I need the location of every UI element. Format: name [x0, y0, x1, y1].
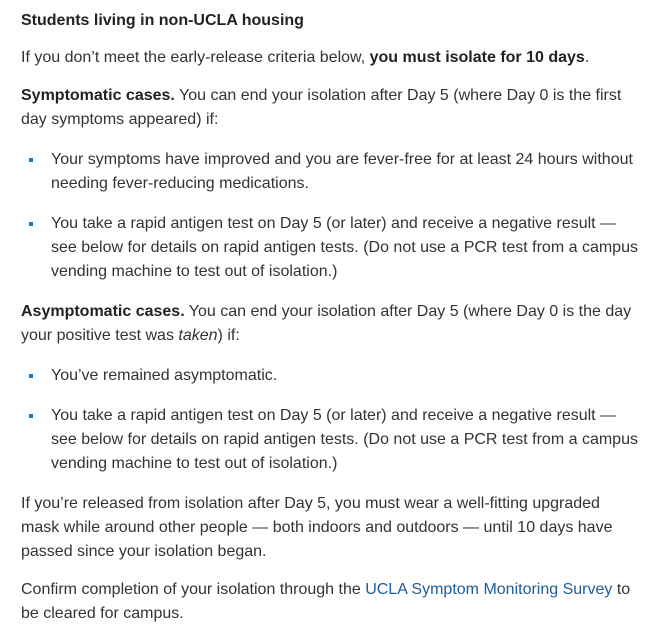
symptomatic-label: Symptomatic cases.: [21, 87, 175, 104]
list-item: [29, 212, 638, 284]
list-item: [29, 404, 638, 476]
symptomatic-paragraph: [21, 84, 638, 132]
bullet-icon: [29, 222, 33, 226]
released-paragraph: If you’re released from isolation after Day 5, you must wear a well-fitting upgraded mask while around other people — both indoors and outdoors — until 10 days have passed since your isolation began.: [21, 495, 613, 560]
section-heading: Students living in non-UCLA housing: [21, 12, 304, 29]
list-item-text: You’ve remained asymptomatic.: [51, 367, 278, 384]
asymptomatic-list: [21, 364, 638, 476]
asymptomatic-text: You can end your isolation after Day 5 (where Day 0 is the day your positive test was: [21, 303, 632, 344]
asymptomatic-italic: taken: [178, 327, 218, 344]
confirm-paragraph: [21, 578, 638, 626]
symptomatic-list: [21, 148, 638, 284]
list-item: [29, 148, 638, 196]
bullet-icon: [29, 158, 33, 162]
intro-paragraph: [21, 46, 638, 70]
intro-text: If you don’t meet the early-release criteria below,: [21, 49, 370, 66]
intro-end: .: [584, 49, 590, 66]
list-item: [29, 364, 638, 388]
symptom-survey-link[interactable]: UCLA Symptom Monitoring Survey: [365, 581, 613, 598]
bullet-icon: [29, 374, 33, 378]
confirm-text: Confirm completion of your isolation through the: [21, 581, 366, 598]
bullet-icon: [29, 414, 33, 418]
list-item-text: You take a rapid antigen test on Day 5 (or later) and receive a negative result — see below for details on rapid antigen tests. (Do not use a PCR test from a campus vending machine to test out of isolation.): [51, 407, 638, 472]
asymptomatic-paragraph: [21, 300, 638, 348]
list-item-text: You take a rapid antigen test on Day 5 (or later) and receive a negative result — see below for details on rapid antigen tests. (Do not use a PCR test from a campus vending machine to test out of isolation.): [51, 215, 638, 280]
asymptomatic-label: Asymptomatic cases.: [21, 303, 185, 320]
asymptomatic-text-end: ) if:: [217, 327, 240, 344]
symptomatic-text: You can end your isolation after Day 5 (where Day 0 is the first day symptoms appeared) if:: [21, 87, 622, 128]
confirm-text-end: to be cleared for campus.: [21, 581, 631, 622]
list-item-text: Your symptoms have improved and you are fever-free for at least 24 hours without needing fever-reducing medications.: [51, 151, 633, 192]
intro-bold: you must isolate for 10 days: [369, 49, 585, 66]
